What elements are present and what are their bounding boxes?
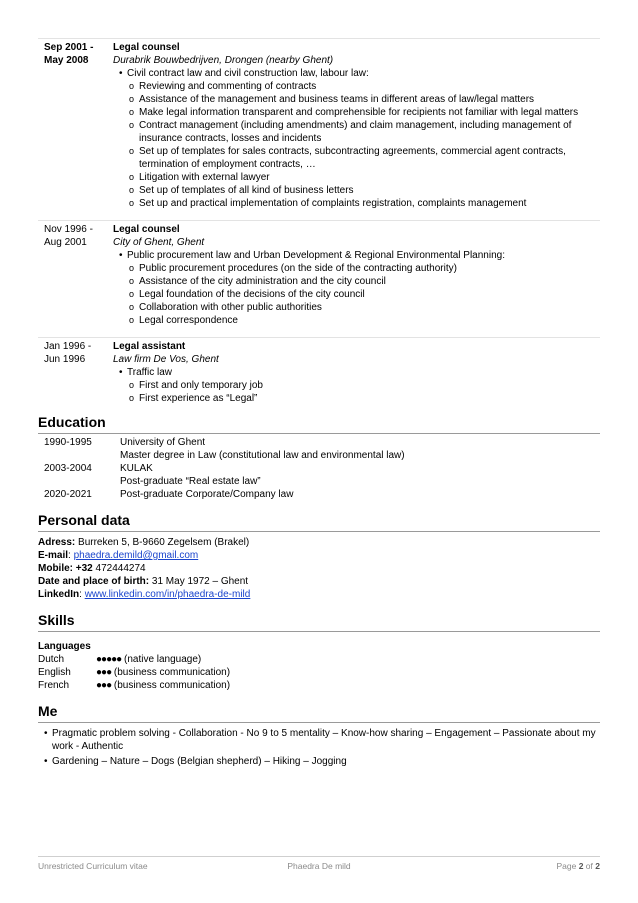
page-prefix: Page (556, 861, 577, 871)
language-note: (business communication) (113, 667, 231, 678)
job-dates (38, 223, 113, 327)
education-text (120, 488, 600, 501)
job-title: Legal counsel (113, 42, 180, 53)
education-text (120, 436, 600, 462)
job-company: City of Ghent, Ghent (113, 237, 205, 248)
language-note: (native language) (123, 654, 202, 665)
me-heading: Me (38, 698, 600, 723)
education-degree: Post-graduate “Real estate law” (120, 476, 261, 487)
education-institution: KULAK (120, 463, 153, 474)
job-date-start: Sep 2001 - (44, 42, 94, 53)
job-subitem: o Set up of templates for sales contracts, subcontracting agreements, commercial agent contracts, termination of employment contracts, … (113, 145, 600, 171)
education-years: 2003-2004 (44, 463, 92, 474)
me-item: • Pragmatic problem solving - Collaboration - No 9 to 5 mentality – Know-how sharing – Engagement – Passionate about my work - Authentic (38, 727, 600, 753)
language-level-dots: ●●● (96, 667, 112, 678)
language-row (38, 653, 600, 666)
language-row (38, 679, 600, 692)
education-institution: University of Ghent (120, 437, 206, 448)
language-level-dots: ●●●●● (96, 654, 122, 665)
address-line (38, 536, 600, 549)
email-link[interactable]: phaedra.demild@gmail.com (73, 550, 199, 561)
job-subitem: o Legal foundation of the decisions of the city council (113, 288, 600, 301)
job-subitem: o Assistance of the city administration and the city council (113, 275, 600, 288)
education-years: 2020-2021 (44, 489, 92, 500)
linkedin-link[interactable]: www.linkedin.com/in/phaedra-de-mild (84, 589, 251, 600)
languages-subheading: Languages (38, 641, 91, 652)
job-subitem: o Make legal information transparent and comprehensible for recipients not familiar with legal matters (113, 106, 600, 119)
personal-heading: Personal data (38, 507, 600, 532)
page-of: of (585, 861, 593, 871)
job-subitem: o Litigation with external lawyer (113, 171, 600, 184)
education-text (120, 462, 600, 488)
me-section (38, 727, 600, 768)
page-footer (38, 856, 600, 871)
language-row (38, 666, 600, 679)
footer-center: Phaedra De mild (287, 861, 351, 871)
language-name: English (38, 667, 71, 678)
education-degree: Master degree in Law (constitutional law and environmental law) (120, 450, 405, 461)
education-institution: Post-graduate Corporate/Company law (120, 489, 294, 500)
mobile-line (38, 562, 600, 575)
mobile-value: 472444274 (95, 563, 146, 574)
linkedin-label: LinkedIn (38, 589, 80, 600)
email-label: E-mail (38, 550, 69, 561)
page-total: 2 (595, 861, 600, 871)
job-company: Law firm De Vos, Ghent (113, 354, 219, 365)
birth-value: 31 May 1972 – Ghent (151, 576, 249, 587)
language-note: (business communication) (113, 680, 231, 691)
language-name: French (38, 680, 70, 691)
cv-page (38, 38, 600, 770)
job-date-end: Aug 2001 (44, 237, 87, 248)
job-date-end: Jun 1996 (44, 354, 86, 365)
education-years: 1990-1995 (44, 437, 92, 448)
education-row (38, 462, 600, 488)
job-date-end: May 2008 (44, 55, 89, 66)
email-line: E-mail: phaedra.demild@gmail.com (38, 550, 199, 561)
job-dates (38, 41, 113, 210)
job-entry (38, 38, 600, 220)
education-row (38, 488, 600, 501)
job-date-start: Jan 1996 - (44, 341, 92, 352)
birth-label: Date and place of birth: (38, 576, 150, 587)
job-subitem: o Collaboration with other public authorities (113, 301, 600, 314)
education-row (38, 436, 600, 462)
address-label: Adress: (38, 537, 76, 548)
page-current: 2 (578, 861, 584, 871)
birth-line (38, 575, 600, 588)
job-date-start: Nov 1996 - (44, 224, 93, 235)
job-bullet: • Public procurement law and Urban Development & Regional Environmental Planning: (113, 249, 600, 262)
job-subitem: o Set up and practical implementation of complaints registration, complaints management (113, 197, 600, 210)
job-subitem: o First experience as “Legal” (113, 392, 600, 405)
job-subitem: o First and only temporary job (113, 379, 600, 392)
job-bullet: • Traffic law (113, 366, 600, 379)
skills-section (38, 640, 600, 692)
footer-left: Unrestricted Curriculum vitae (38, 861, 148, 871)
job-body (113, 41, 600, 210)
job-title: Legal counsel (113, 224, 180, 235)
job-company: Durabrik Bouwbedrijven, Drongen (nearby Ghent) (113, 55, 334, 66)
language-level-dots: ●●● (96, 680, 112, 691)
me-item: • Gardening – Nature – Dogs (Belgian shepherd) – Hiking – Jogging (38, 755, 600, 768)
personal-data (38, 536, 600, 601)
job-subitem: o Assistance of the management and business teams in different areas of law/legal matters (113, 93, 600, 106)
job-subitem: o Contract management (including amendments) and claim management, including management of insurance contracts, losses and incidents (113, 119, 600, 145)
job-subitem: o Public procurement procedures (on the side of the contracting authority) (113, 262, 600, 275)
job-subitem: o Reviewing and commenting of contracts (113, 80, 600, 93)
job-entry (38, 220, 600, 337)
address-value: Burreken 5, B-9660 Zegelsem (Brakel) (78, 537, 250, 548)
skills-heading: Skills (38, 607, 600, 632)
education-heading: Education (38, 409, 600, 434)
job-title: Legal assistant (113, 341, 186, 352)
job-entry (38, 337, 600, 409)
job-subitem: o Set up of templates of all kind of business letters (113, 184, 600, 197)
job-bullet: • Civil contract law and civil construction law, labour law: (113, 67, 600, 80)
job-body (113, 340, 600, 405)
job-body (113, 223, 600, 327)
mobile-label: Mobile: +32 (38, 563, 93, 574)
job-subitem: o Legal correspondence (113, 314, 600, 327)
job-dates (38, 340, 113, 405)
language-name: Dutch (38, 654, 65, 665)
education-list (38, 436, 600, 501)
linkedin-line: LinkedIn: www.linkedin.com/in/phaedra-de-mild (38, 589, 251, 600)
